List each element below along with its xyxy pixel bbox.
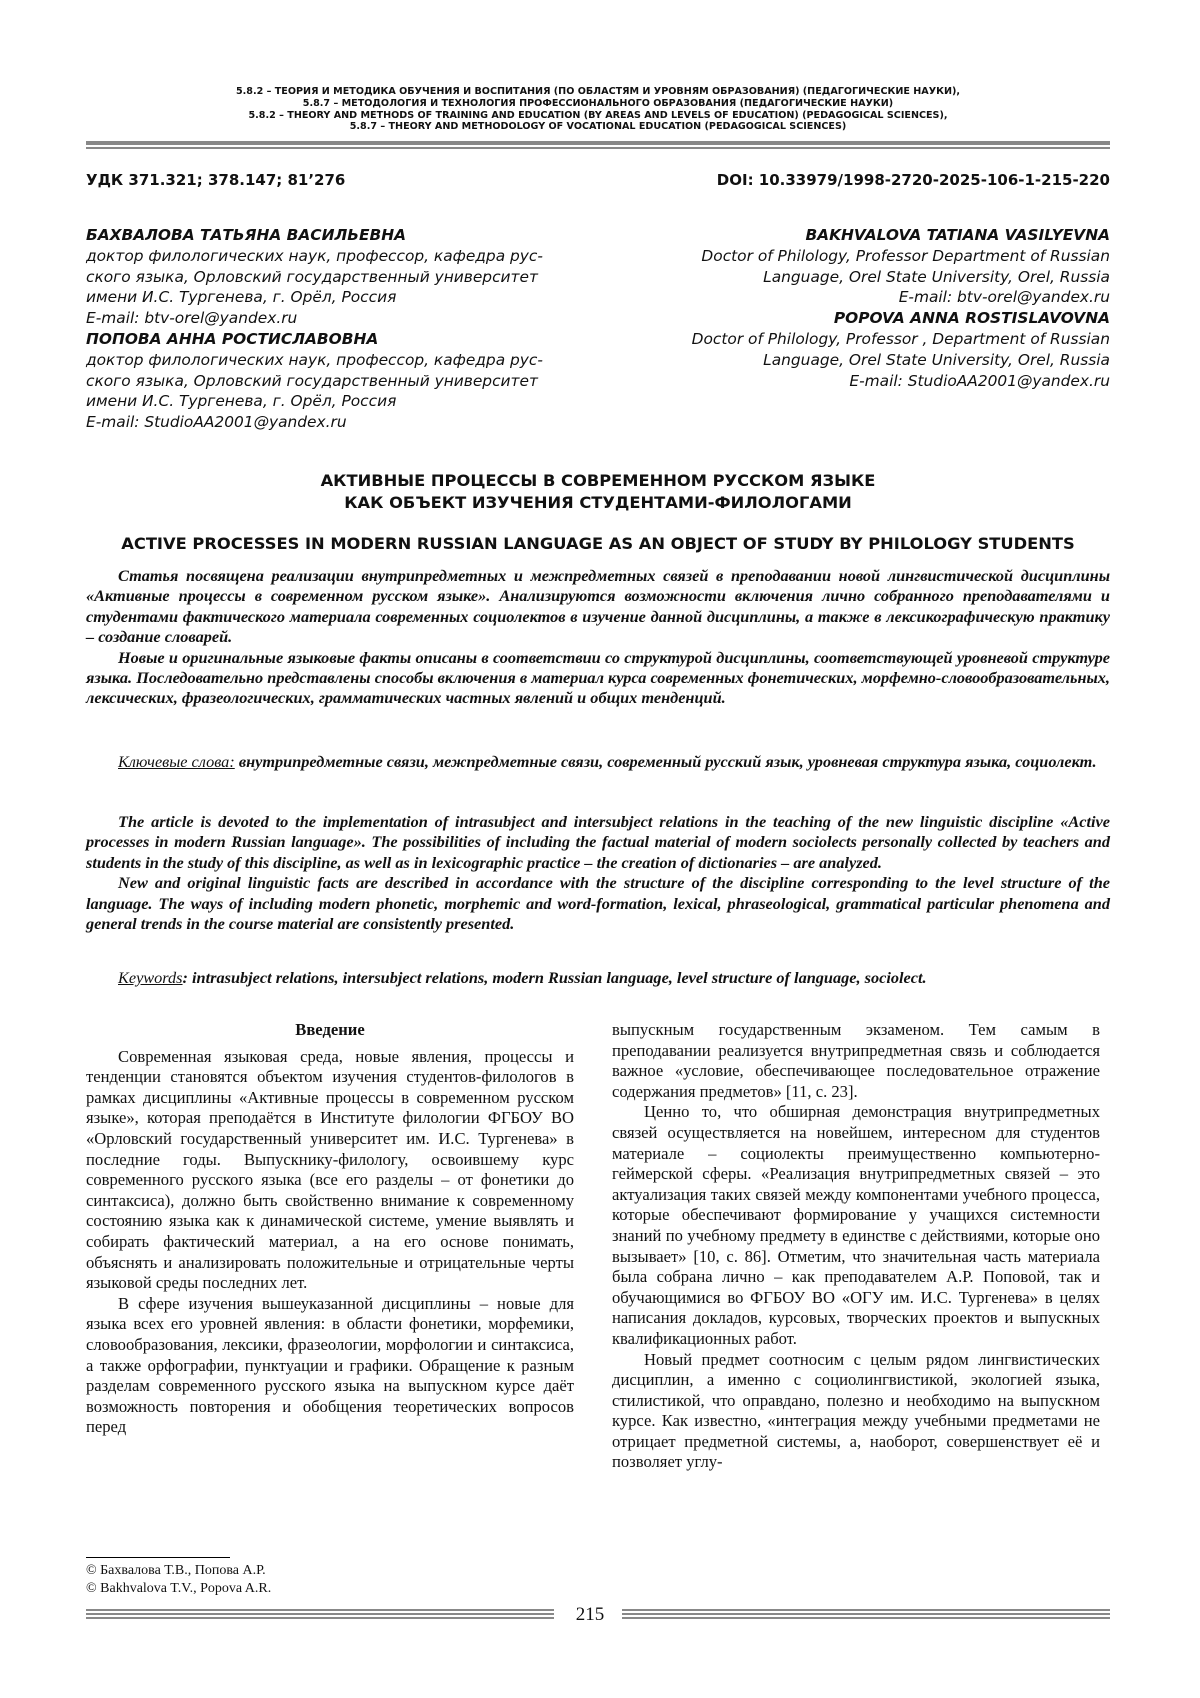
doi: DOI: 10.33979/1998-2720-2025-106-1-215-220 [716, 171, 1110, 189]
author-affiliation-line: ского языка, Орловский государственный университет [86, 371, 538, 390]
keywords-text: внутрипредметные связи, межпредметные связи, современный русский язык, уровневая структура языка, социолект. [234, 752, 1097, 771]
abstract-paragraph: Новые и оригинальные языковые факты описаны в соответствии со структурой дисциплины, соответствующей уровневой структуре языка. Последовательно представлены способы включения в материал курса современных фонетических, морфемно-словообразовательных, лексических, фразеологических, грамматических частных явлений и общих тенденций. [86, 647, 1110, 708]
keywords-text: : intrasubject relations, intersubject relations, modern Russian language, level structure of language, sociolect. [182, 968, 927, 987]
section-heading: Введение [295, 1020, 365, 1039]
author-affiliation-line: ского языка, Орловский государственный университет [86, 267, 538, 286]
author-email: E-mail: btv-orel@yandex.ru [898, 288, 1110, 307]
author-email: E-mail: btv-orel@yandex.ru [86, 309, 298, 328]
title-russian [86, 470, 1110, 514]
abstract-paragraph: Статья посвящена реализации внутрипредметных и межпредметных связей в преподавании новой лингвистической дисциплины «Активные процессы в современном русском языке». Анализируются возможности включения лично собранного преподавателями и студентами фактического материала современных социолектов в изучение данной дисциплины, а также в лексикографическую практику – создание словарей. [86, 566, 1110, 647]
body-column-right [612, 1020, 1100, 1473]
author-affiliation-line: доктор филологических наук, профессор, кафедра рус- [86, 246, 543, 265]
author-affiliation-line: имени И.С. Тургенева, г. Орёл, Россия [86, 288, 397, 307]
header-line: 5.8.7 – THEORY AND METHODOLOGY OF VOCATIONAL EDUCATION (PEDAGOGICAL SCIENCES) [349, 121, 847, 133]
author-affiliation-line: Language, Orel State University, Orel, Russia [763, 350, 1110, 369]
copyright-line: © Bakhvalova T.V., Popova A.R. [86, 1581, 272, 1596]
body-paragraph: Ценно то, что обширная демонстрация внутрипредметных связей осуществляется на новейшем, интересном для студентов материале – социолекты преимущественно компьютерно-геймерской сферы. «Реализация внутрипредметных связей – это актуализация таких связей между компонентами учебного процесса, которые обеспечивают формирование у учащихся системности знаний по учебному предмету в единстве с действиями, которые оно вызывает» [10, с. 86]. Отметим, что значительная часть материала была собрана лично – как преподавателем А.Р. Поповой, так и обучающимися во ФГБОУ ВО «ОГУ им. И.С. Тургенева» в целях написания докладов, курсовых, творческих проектов и выпускных квалификационных работ. [612, 1102, 1100, 1348]
header-line: 5.8.2 – ТЕОРИЯ И МЕТОДИКА ОБУЧЕНИЯ И ВОСПИТАНИЯ (ПО ОБЛАСТЯМ И УРОВНЯМ ОБРАЗОВАНИЯ) (ПЕДАГОГИЧЕСКИЕ НАУКИ), [235, 86, 961, 97]
body-paragraph: Новый предмет соотносим с целым рядом лингвистических дисциплин, а именно с социолингвистикой, экологией языка, стилистикой, что оправдано, полезно и необходимо на выпускном курсе. Как известно, «интеграция между учебными предметами не отрицает предметной системы, а, наоборот, совершенствует её и позволяет углу- [612, 1349, 1100, 1472]
header-rule-top [86, 141, 1110, 145]
author-affiliation-line: Doctor of Philology, Professor Department of Russian [701, 246, 1110, 265]
footnote-rule [86, 1557, 230, 1558]
header-line: 5.8.2 – THEORY AND METHODS OF TRAINING AND EDUCATION (BY AREAS AND LEVELS OF EDUCATION) (PEDAGOGICAL SCIENCES), [248, 109, 948, 121]
footer-bar-left [86, 1609, 554, 1621]
abstract-paragraph: The article is devoted to the implementation of intrasubject and intersubject relations in the teaching of the new linguistic discipline «Active processes in modern Russian language». The possibilities of including the factual material of modern sociolects personally collected by teachers and students in the study of this discipline, as well as in lexicographic practice – the creation of dictionaries – are analyzed. [86, 812, 1110, 872]
header-rule-bottom [86, 147, 1110, 149]
authors-english [610, 225, 1110, 391]
footnotes [86, 1562, 271, 1598]
title-line: АКТИВНЫЕ ПРОЦЕССЫ В СОВРЕМЕННОМ РУССКОМ ЯЗЫКЕ [320, 471, 876, 490]
author-email: E-mail: StudioAA2001@yandex.ru [849, 371, 1110, 390]
body-paragraph: Современная языковая среда, новые явления, процессы и тенденции становятся объектом изучения студентов-филологов в рамках дисциплины «Активные процессы в современном русском языке», которая преподаётся в Институте филологии ФГБОУ ВО «Орловский государственный университет им. И.С. Тургенева» в последние годы. Выпускнику-филологу, освоившему курс современного русского языка (все его разделы – от фонетики до синтаксиса), должно быть свойственно внимание к современному состоянию языка как к динамической системе, умение выявлять и собирать фактический материал, а на его основе понимать, объяснять и анализировать положительные и отрицательные черты языковой среды последних лет. [86, 1046, 574, 1293]
abstract-paragraph: New and original linguistic facts are described in accordance with the structure of the discipline corresponding to the level structure of the language. The ways of including modern phonetic, morphemic and word-formation, lexical, phraseological, grammatical particular phenomena and general trends in the course material are consistently presented. [86, 873, 1110, 934]
header-specialty-codes [86, 86, 1110, 133]
author-name: POPOVA ANNA ROSTISLAVOVNA [833, 309, 1110, 328]
authors-russian [86, 225, 586, 433]
udc-code: УДК 371.321; 378.147; 81’276 [86, 171, 346, 189]
author-affiliation-line: Doctor of Philology, Professor , Department of Russian [691, 329, 1110, 348]
page-number: 215 [575, 1604, 605, 1625]
keywords-label: Ключевые слова: [118, 752, 235, 771]
author-email: E-mail: StudioAA2001@yandex.ru [86, 413, 347, 432]
keywords-russian [86, 752, 1110, 772]
title-english: ACTIVE PROCESSES IN MODERN RUSSIAN LANGUAGE AS AN OBJECT OF STUDY BY PHILOLOGY STUDENTS [121, 534, 1075, 553]
footer-bar-right [622, 1609, 1110, 1621]
title-line: КАК ОБЪЕКТ ИЗУЧЕНИЯ СТУДЕНТАМИ-ФИЛОЛОГАМИ [344, 493, 852, 512]
abstract-russian [86, 566, 1110, 709]
header-line: 5.8.7 – МЕТОДОЛОГИЯ И ТЕХНОЛОГИЯ ПРОФЕССИОНАЛЬНОГО ОБРАЗОВАНИЯ (ПЕДАГОГИЧЕСКИЕ НАУКИ) [302, 97, 894, 109]
keywords-label: Keywords [118, 968, 183, 987]
author-name: БАХВАЛОВА ТАТЬЯНА ВАСИЛЬЕВНА [86, 226, 407, 244]
author-name: BAKHVALOVA TATIANA VASILYEVNA [805, 226, 1110, 244]
author-affiliation-line: имени И.С. Тургенева, г. Орёл, Россия [86, 392, 397, 411]
author-affiliation-line: доктор филологических наук, профессор, кафедра рус- [86, 350, 543, 369]
body-column-left [86, 1020, 574, 1438]
body-paragraph: В сфере изучения вышеуказанной дисциплины – новые для языка всех его уровней явления: в области фонетики, морфемики, словообразования, лексики, фразеологии, морфологии и синтаксиса, а также орфографии, пунктуации и графики. Обращение к разным разделам современного русского языка на выпускном курсе даёт возможность повторения и обобщения теоретических вопросов перед [86, 1293, 574, 1437]
author-affiliation-line: Language, Orel State University, Orel, Russia [763, 267, 1110, 286]
author-name: ПОПОВА АННА РОСТИСЛАВОВНА [86, 329, 379, 348]
copyright-line: © Бахвалова Т.В., Попова А.Р. [86, 1563, 266, 1578]
abstract-english [86, 812, 1110, 934]
body-paragraph: выпускным государственным экзаменом. Тем самым в преподавании реализуется внутрипредметная связь и соблюдается важное «условие, обеспечивающее последовательное отражение содержания предметов» [11, с. 23]. [612, 1020, 1100, 1101]
keywords-english [86, 968, 1110, 988]
